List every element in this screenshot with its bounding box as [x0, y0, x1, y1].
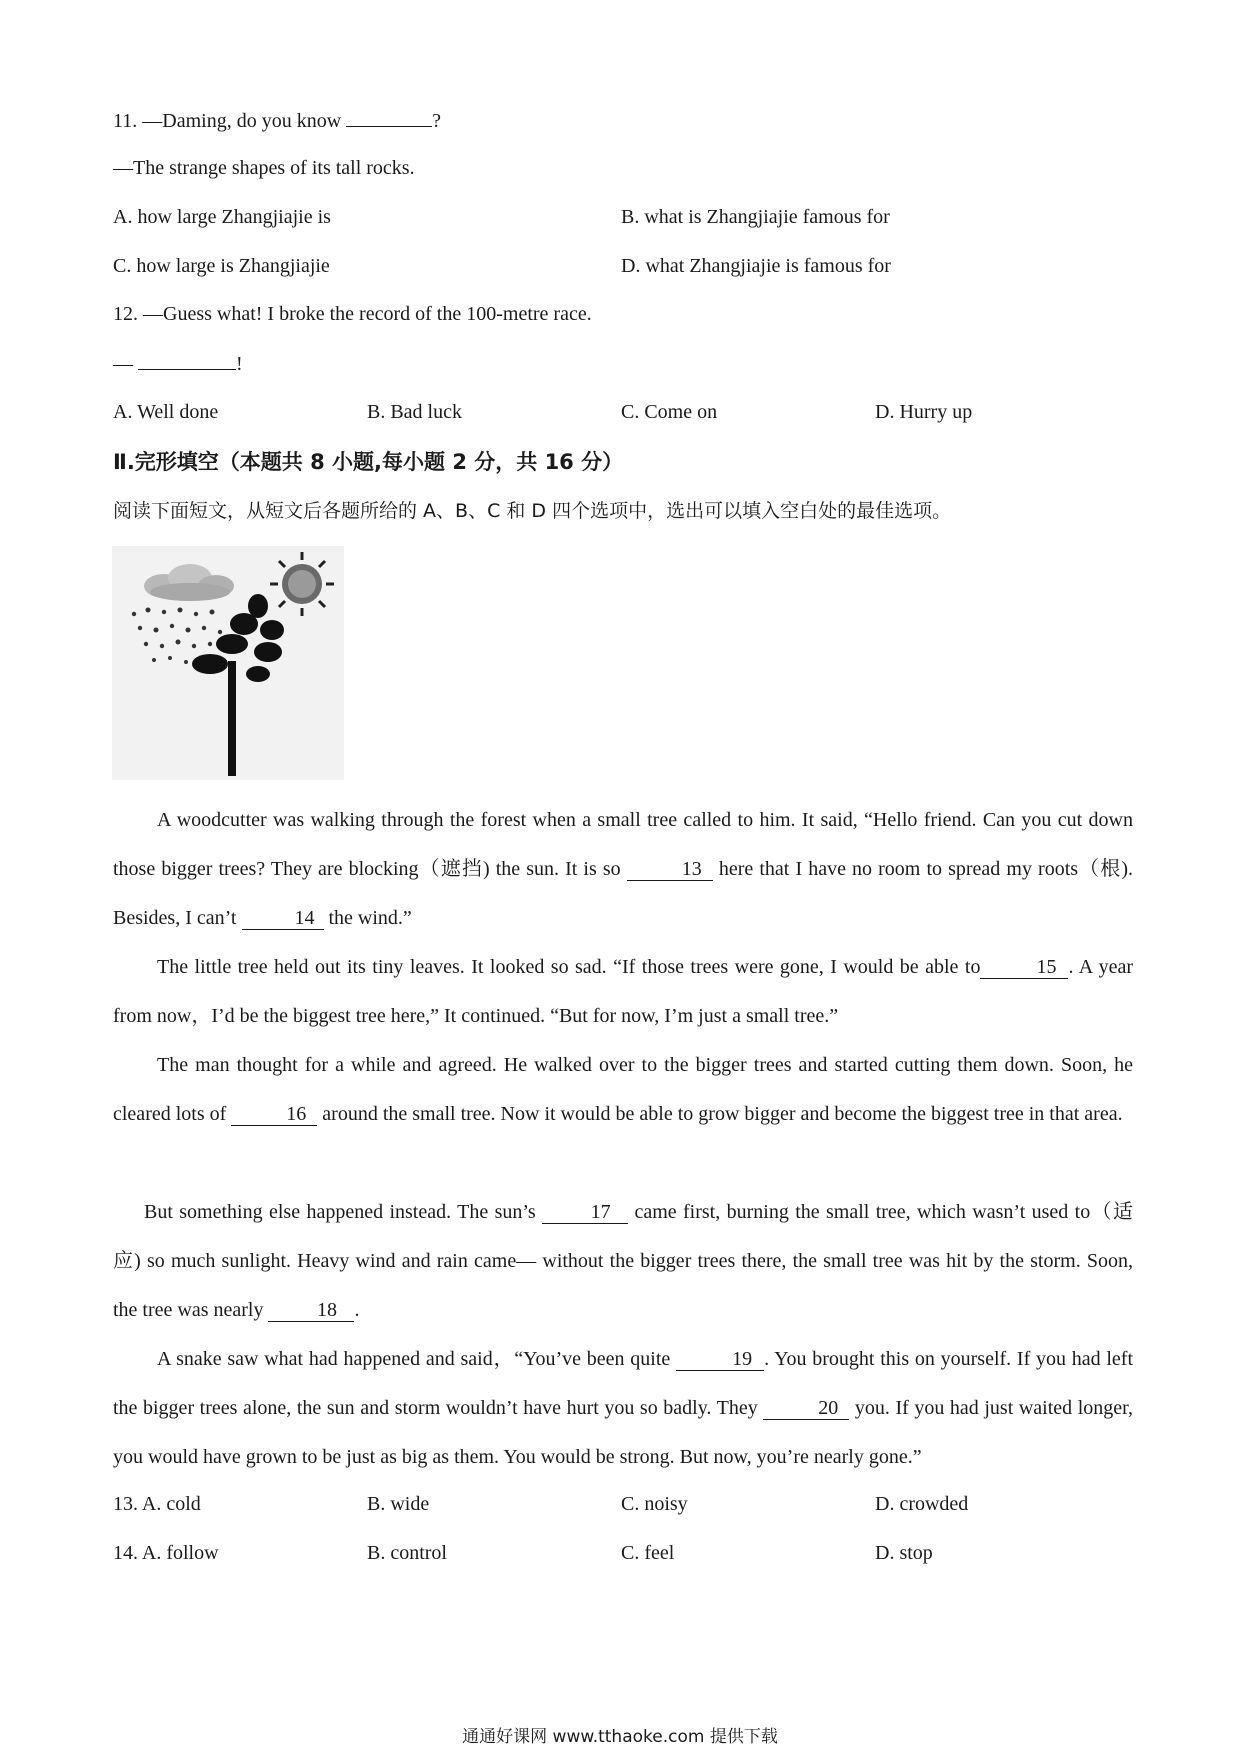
passage-text: you. If you had just waited longer, you would have grown to be just as big as them. You would be strong. But now, you’re nearly gone.”	[113, 1397, 1133, 1468]
blank-19: 19	[676, 1348, 764, 1371]
blank-15: 15	[980, 956, 1068, 979]
story-illustration	[112, 546, 344, 780]
q14-option-d: D. stop	[875, 1542, 933, 1564]
q12-option-a: A. Well done	[113, 401, 219, 423]
q11-stem	[113, 106, 441, 135]
passage-text: came first, burning the small tree, which wasn’t used to（适应) so much sunlight. Heavy wind and rain came— without the bigger trees there, the small tree was hit by the storm. Soon, the tree was nearly	[113, 1201, 1133, 1321]
q14-option-a: 14. A. follow	[113, 1542, 219, 1564]
q11-reply: —The strange shapes of its tall rocks.	[113, 157, 415, 179]
q13-option-a: 13. A. cold	[113, 1493, 201, 1515]
q12-stem: 12. —Guess what! I broke the record of the 100-metre race.	[113, 303, 592, 325]
passage-text: A woodcutter was walking through the forest when a small tree called to him. It said, “Hello friend. Can you cut down those bigger trees? They are blocking（遮挡) the sun. It is so	[113, 809, 1133, 880]
q11-options-row2	[113, 252, 1133, 280]
q12-blank	[138, 349, 236, 370]
q11-options-row1	[113, 203, 1133, 231]
q12-reply-suffix: !	[236, 353, 243, 375]
passage-text: . You brought this on yourself. If you had left the bigger trees alone, the sun and storm wouldn’t have hurt you so badly. They	[113, 1348, 1134, 1419]
blank-14: 14	[242, 907, 324, 930]
passage-paragraph-5	[113, 1335, 1133, 1482]
blank-18: 18	[268, 1299, 354, 1322]
passage-text: around the small tree. Now it would be able to grow bigger and become the biggest tree in that area.	[317, 1103, 1123, 1125]
q14-options	[113, 1539, 1133, 1567]
q11-option-a: A. how large Zhangjiajie is	[113, 206, 331, 228]
q13-option-c: C. noisy	[621, 1493, 688, 1515]
section-title: Ⅱ.完形填空（本题共 8 小题,每小题 2 分，共 16 分）	[113, 450, 624, 474]
q12-option-d: D. Hurry up	[875, 401, 973, 423]
q14-option-b: B. control	[367, 1542, 447, 1564]
passage-paragraph-4	[113, 1188, 1133, 1335]
passage-paragraph-1	[113, 796, 1133, 943]
q11-option-c: C. how large is Zhangjiajie	[113, 255, 330, 277]
q12-options	[113, 398, 1133, 426]
q13-option-b: B. wide	[367, 1493, 430, 1515]
q11-option-d: D. what Zhangjiajie is famous for	[621, 255, 891, 277]
blank-16: 16	[231, 1103, 317, 1126]
passage-text: The little tree held out its tiny leaves. It looked so sad. “If those trees were gone, I would be able to	[157, 956, 981, 978]
passage-text: . A year from now，I’d be the biggest tree here,” It continued. “But for now, I’m just a small tree.”	[113, 956, 1133, 1027]
q11-option-b: B. what is Zhangjiajie famous for	[621, 206, 890, 228]
page-footer: 通通好课网 www.tthaoke.com 提供下载	[462, 1727, 778, 1747]
section-instruction: 阅读下面短文，从短文后各题所给的 A、B、C 和 D 四个选项中，选出可以填入空白处的最佳选项。	[113, 500, 952, 522]
passage-text: The man thought for a while and agreed. He walked over to the bigger trees and started cutting them down. Soon, he cleared lots of	[113, 1054, 1133, 1125]
passage-text: But something else happened instead. The sun’s	[144, 1201, 543, 1223]
blank-20: 20	[763, 1397, 849, 1420]
q11-blank	[346, 106, 432, 127]
passage-paragraph-2	[113, 943, 1133, 1041]
q11-stem-prefix: 11. —Daming, do you know	[113, 110, 342, 132]
blank-17: 17	[542, 1201, 628, 1224]
q12-reply-prefix: —	[113, 353, 133, 375]
passage-paragraph-3	[113, 1041, 1133, 1139]
q13-option-d: D. crowded	[875, 1493, 969, 1515]
passage-text: here that I have no room to spread my roots（根). Besides, I can’t	[113, 858, 1134, 929]
passage-text: the wind.”	[323, 907, 412, 929]
q12-option-c: C. Come on	[621, 401, 718, 423]
blank-13: 13	[627, 858, 713, 881]
passage-text: .	[354, 1299, 360, 1321]
q12-reply	[113, 349, 243, 378]
q14-option-c: C. feel	[621, 1542, 675, 1564]
passage-text: A snake saw what had happened and said，“You’ve been quite	[157, 1348, 677, 1370]
q11-stem-suffix: ?	[432, 110, 442, 132]
q13-options	[113, 1490, 1133, 1518]
q12-option-b: B. Bad luck	[367, 401, 462, 423]
